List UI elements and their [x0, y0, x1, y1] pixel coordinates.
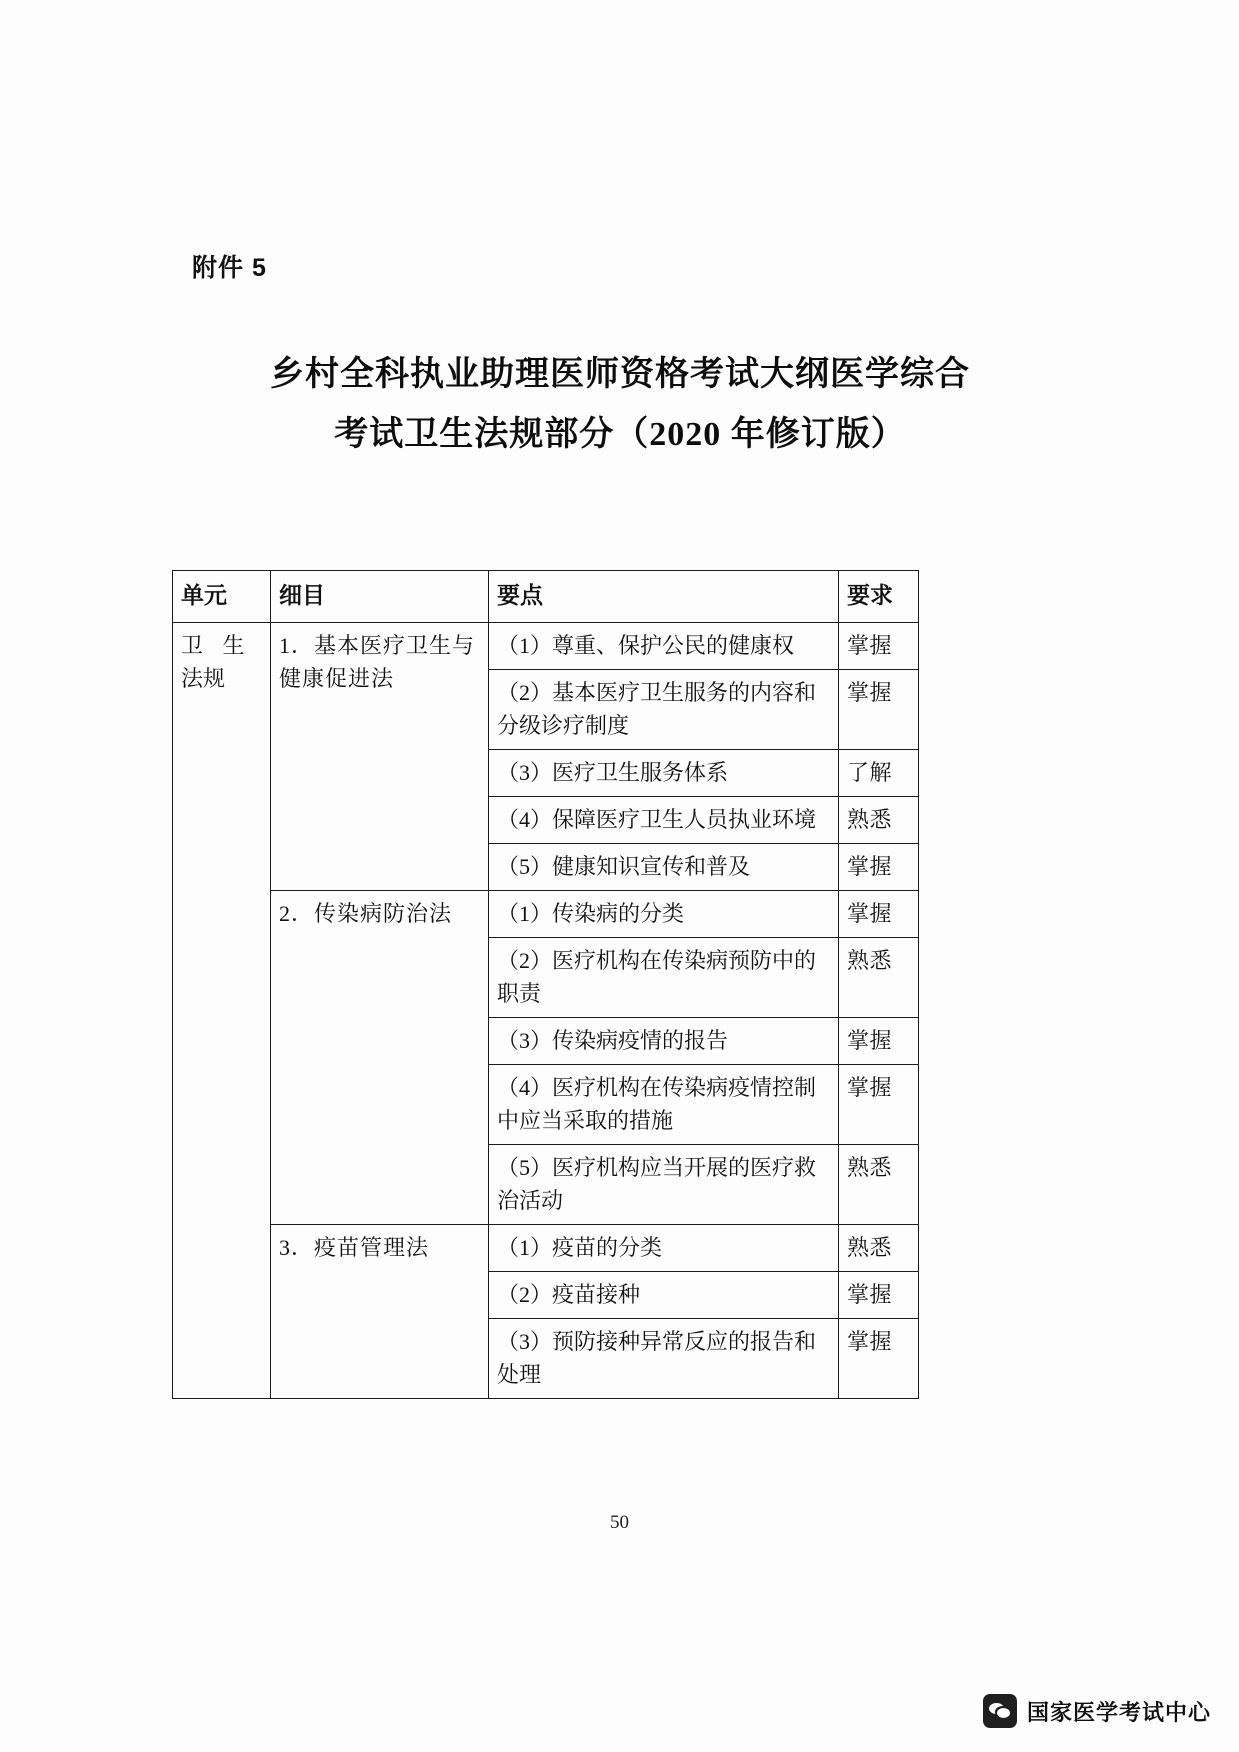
cell-point: （2）医疗机构在传染病预防中的职责	[489, 937, 839, 1017]
syllabus-table	[172, 570, 919, 1399]
cell-point: （4）医疗机构在传染病疫情控制中应当采取的措施	[489, 1064, 839, 1144]
attachment-label: 附件 5	[192, 254, 267, 282]
table-row	[173, 1224, 919, 1271]
cell-requirement: 掌握	[839, 1017, 919, 1064]
cell-point: （5）健康知识宣传和普及	[489, 843, 839, 890]
cell-requirement: 熟悉	[839, 1224, 919, 1271]
cell-requirement: 掌握	[839, 1271, 919, 1318]
header-point: 要点	[489, 571, 839, 623]
cell-requirement: 掌握	[839, 890, 919, 937]
cell-point: （5）医疗机构应当开展的医疗救治活动	[489, 1144, 839, 1224]
header-requirement: 要求	[839, 571, 919, 623]
cell-unit: 卫 生 法规	[173, 622, 271, 1398]
header-unit: 单元	[173, 571, 271, 623]
cell-point: （1）尊重、保护公民的健康权	[489, 622, 839, 669]
table-row	[173, 890, 919, 937]
page-title	[190, 345, 1050, 464]
cell-point: （2）疫苗接种	[489, 1271, 839, 1318]
cell-requirement: 熟悉	[839, 1144, 919, 1224]
cell-item: 3．疫苗管理法	[271, 1224, 489, 1398]
cell-point: （4）保障医疗卫生人员执业环境	[489, 796, 839, 843]
cell-requirement: 掌握	[839, 1318, 919, 1398]
cell-point: （3）传染病疫情的报告	[489, 1017, 839, 1064]
cell-point: （3）预防接种异常反应的报告和处理	[489, 1318, 839, 1398]
table-row	[173, 622, 919, 669]
cell-point: （1）传染病的分类	[489, 890, 839, 937]
wechat-icon	[983, 1694, 1017, 1728]
cell-requirement: 熟悉	[839, 796, 919, 843]
cell-requirement: 掌握	[839, 622, 919, 669]
cell-item: 2．传染病防治法	[271, 890, 489, 1224]
cell-requirement: 掌握	[839, 843, 919, 890]
page-number: 50	[610, 1512, 629, 1533]
cell-requirement: 熟悉	[839, 937, 919, 1017]
table-header-row	[173, 571, 919, 623]
cell-requirement: 了解	[839, 749, 919, 796]
cell-point: （2）基本医疗卫生服务的内容和分级诊疗制度	[489, 669, 839, 749]
wechat-account-name: 国家医学考试中心	[1026, 1699, 1211, 1725]
cell-requirement: 掌握	[839, 1064, 919, 1144]
wechat-watermark	[983, 1694, 1211, 1728]
title-line-1: 乡村全科执业助理医师资格考试大纲医学综合	[270, 356, 970, 393]
header-item: 细目	[271, 571, 489, 623]
title-line-2: 考试卫生法规部分（2020 年修订版）	[334, 415, 906, 453]
cell-item: 1．基本医疗卫生与健康促进法	[271, 622, 489, 890]
cell-requirement: 掌握	[839, 669, 919, 749]
cell-point: （1）疫苗的分类	[489, 1224, 839, 1271]
cell-point: （3）医疗卫生服务体系	[489, 749, 839, 796]
